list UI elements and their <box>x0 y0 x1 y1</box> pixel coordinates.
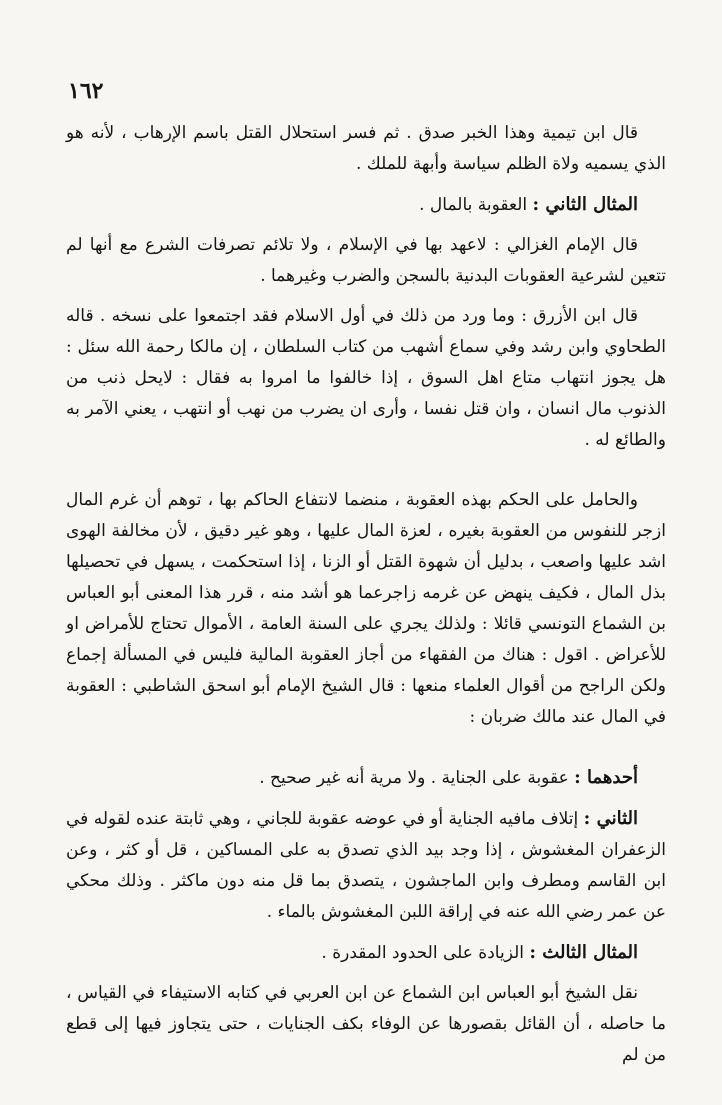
paragraph-ibn-taymiyya: قال ابن تيمية وهذا الخبر صدق . ثم فسر استحلال القتل باسم الإرهاب ، لأنه هو الذي يسميه ولاة الظلم سياسة وأبهة للملك . <box>66 123 666 174</box>
paragraph-ibn-shamma: نقل الشيخ أبو العباس ابن الشماع عن ابن العربي في كتابه الاستيفاء في القياس ، ما حاصله ، أن القائل بقصورها عن الوفاء بكف الجنايات ، حتى يتجاوز فيها إلى قطع من لم <box>66 983 666 1065</box>
page-number: ١٦٢ <box>68 78 104 104</box>
paragraph-ghazali: قال الإمام الغزالي : لاعهد بها في الإسلام ، ولا تلائم تصرفات الشرع مع أنها لم تتعين لشرعية العقوبات البدنية بالسجن والضرب وغيرهما . <box>66 235 666 286</box>
heading-example-two: المثال الثاني : العقوبة بالمال . <box>419 194 638 215</box>
item-second: الثاني : إتلاف مافيه الجناية أو في عوضه عقوبة للجاني ، وهي ثابتة عنده لقوله في الزعفران المغشوش ، إذا وجد بيد الذي تصدق به على المساكين ، قل أو كثر ، وعن ابن القاسم ومطرف وابن الماجشون ، يتصدق بما قل منه دون ماكثر . وذلك محكي عن عمر رضي الله عنه في إراقة اللبن المغشوش بالماء . <box>66 808 666 922</box>
heading-example-three: المثال الثالث : الزيادة على الحدود المقدرة . <box>321 942 638 963</box>
paragraph-motive: والحامل على الحكم بهذه العقوبة ، منضما لانتفاع الحاكم بها ، توهم أن غرم المال ازجر للنفوس من العقوبة بغيره ، لعزة المال عليها ، وهو غير دقيق ، لأن مخالفة الهوى اشد عليها واصعب ، بدليل أن شهوة القتل أو الزنا ، إذا استحكمت ، يسهل في تحصيلها بذل المال ، فكيف ينهض عن غرمه زاجرعما هو أشد منه ، قرر هذا المعنى أبو العباس بن الشماع التونسي قائلا : ولذلك يجري على السنة العامة ، الأموال تحتاج للأمراض او للأعراض . اقول : هناك من الفقهاء من أجاز العقوبة المالية فليس في المسألة إجماع ولكن الراجح من أقوال العلماء منعها : قال الشيخ الإمام أبو اسحق الشاطبي : العقوبة في المال عند مالك ضربان : <box>66 490 666 727</box>
paragraph-ibn-azraq: قال ابن الأزرق : وما ورد من ذلك في أول الاسلام فقد اجتمعوا على نسخه . قاله الطحاوي وابن رشد وفي سماع أشهب من كتاب السلطان ، إن مالكا رحمة الله سئل : هل يجوز انتهاب متاع اهل السوق ، إذا خالفوا ما امروا به فقال : لايحل ذنب من الذنوب مال انسان ، وان قتل نفسا ، وأرى ان يضرب من نهب أو انتهب ، يعني الآمر به والطائع له . <box>66 306 666 450</box>
item-first: أحدهما : عقوبة على الجناية . ولا مرية أنه غير صحيح . <box>259 767 638 788</box>
page-body <box>66 118 666 1080</box>
